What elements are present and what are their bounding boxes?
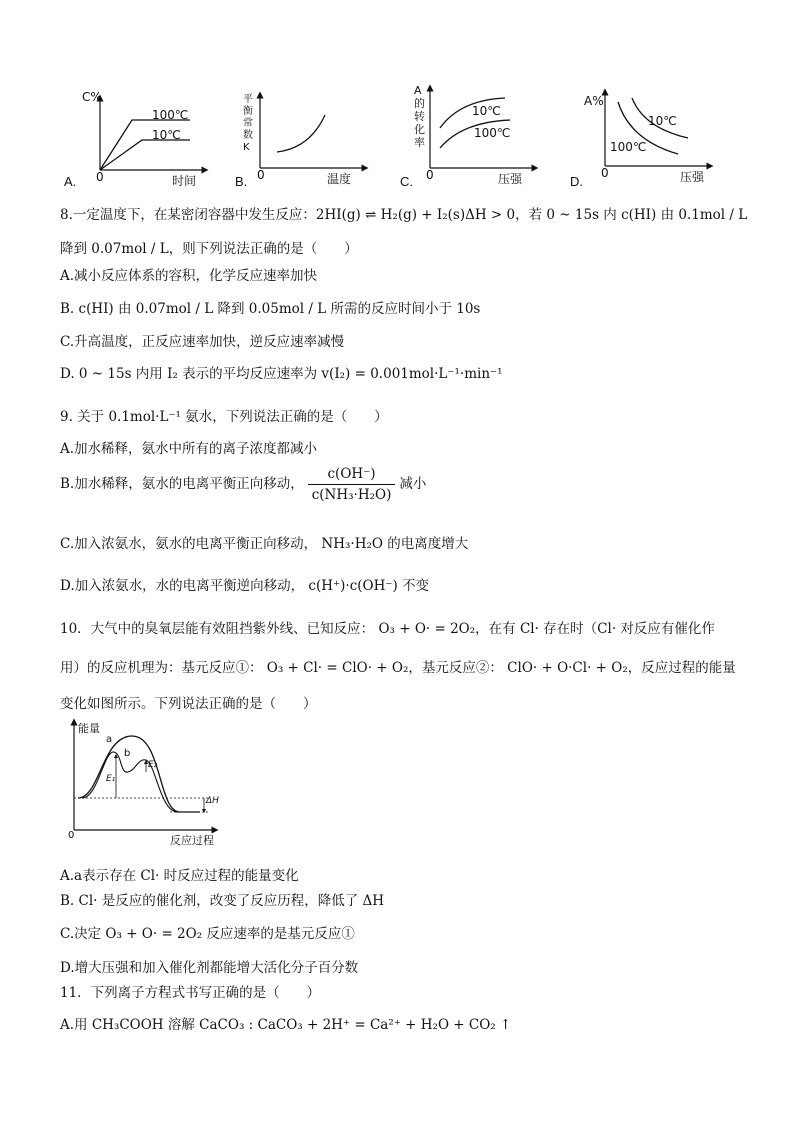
graph-b-letter: B. <box>235 174 248 189</box>
graph-d-xlabel: 压强 <box>680 170 705 184</box>
graph-c <box>400 80 570 190</box>
q8-option-a: A.减小反应体系的容积，化学反应速率加快 <box>60 268 318 284</box>
q8-option-b: B. c(HI) 由 0.07mol / L 降到 0.05mol / L 所需的反应时间小于 10s <box>60 301 481 317</box>
q8-stem-line2: 降到 0.07mol / L，则下列说法正确的是（ ） <box>60 241 358 257</box>
graph-b-ylabel: 平衡常数K <box>243 94 253 153</box>
energy-label-b: b <box>124 748 131 759</box>
curve-b <box>82 752 178 812</box>
graph-a-xlabel: 时间 <box>172 174 197 188</box>
graph-d-label-10c: 10℃ <box>648 114 677 128</box>
graph-d-letter: D. <box>570 174 583 189</box>
graph-c-label-10c: 10℃ <box>472 104 501 118</box>
graph-c-label-100c: 100℃ <box>474 126 511 140</box>
option-graphs-row <box>60 80 760 190</box>
q10-option-c: C.决定 O₃ + O· = 2O₂ 反应速率的是基元反应① <box>60 926 355 942</box>
graph-d <box>570 80 740 190</box>
q8-option-c: C.升高温度，正反应速率加快，逆反应速率减慢 <box>60 334 345 350</box>
graph-d-label-100c: 100℃ <box>610 140 647 154</box>
energy-xlabel: 反应过程 <box>170 834 214 847</box>
energy-label-dh: ΔH <box>206 796 219 806</box>
energy-label-e2: E₂ <box>148 760 158 770</box>
q9-fraction-numerator: c(OH⁻) <box>308 466 396 485</box>
graph-b <box>235 80 405 190</box>
q8-option-d: D. 0 ~ 15s 内用 I₂ 表示的平均反应速率为 v(I₂) = 0.001mol·L⁻¹·min⁻¹ <box>60 366 503 382</box>
graph-a-label-100c: 100℃ <box>152 108 189 122</box>
graph-c-letter: C. <box>400 174 413 189</box>
q9-fraction <box>308 466 396 503</box>
energy-diagram-plot <box>60 718 230 848</box>
energy-diagram <box>60 718 230 848</box>
graph-d-ylabel: A% <box>584 94 604 108</box>
q9-option-b <box>60 466 426 503</box>
graph-a <box>60 80 230 190</box>
q9-option-c: C.加入浓氨水，氨水的电离平衡正向移动， NH₃·H₂O 的电离度增大 <box>60 536 469 552</box>
q9-option-b-post: 减小 <box>399 476 427 492</box>
q10-stem-line1: 10．大气中的臭氧层能有效阻挡紫外线、已知反应： O₃ + O· = 2O₂，在有 Cl· 存在时（Cl· 对反应有催化作 <box>60 621 715 637</box>
graph-b-origin: 0 <box>257 168 265 182</box>
graph-a-label-10c: 10℃ <box>152 128 181 142</box>
graph-a-letter: A. <box>64 174 77 189</box>
q9-option-a: A.加水稀释，氨水中所有的离子浓度都减小 <box>60 441 318 457</box>
q10-option-a: A.a表示存在 Cl· 时反应过程的能量变化 <box>60 868 299 884</box>
graph-c-ylabel: A的转化率 <box>414 84 425 149</box>
graph-c-origin: 0 <box>426 168 434 182</box>
q11-option-a: A.用 CH₃COOH 溶解 CaCO₃ : CaCO₃ + 2H⁺ = Ca²⁺ + H₂O + CO₂ ↑ <box>60 1017 512 1033</box>
energy-label-e1: E₁ <box>106 774 116 784</box>
q10-option-d: D.增大压强和加入催化剂都能增大活化分子百分数 <box>60 960 359 976</box>
energy-label-a: a <box>106 734 113 745</box>
graph-b-xlabel: 温度 <box>327 172 352 186</box>
q10-option-b: B. Cl· 是反应的催化剂，改变了反应历程，降低了 ΔH <box>60 893 385 909</box>
energy-origin: 0 <box>68 830 75 841</box>
curve-k <box>277 115 325 152</box>
graph-d-origin: 0 <box>601 166 609 180</box>
curve-10c <box>100 140 190 170</box>
graph-a-origin: 0 <box>96 170 104 184</box>
q9-option-d: D.加入浓氨水，水的电离平衡逆向移动， c(H⁺)·c(OH⁻) 不变 <box>60 578 430 594</box>
curve-a <box>78 736 200 812</box>
graph-c-xlabel: 压强 <box>498 172 523 186</box>
q9-stem: 9. 关于 0.1mol·L⁻¹ 氨水，下列说法正确的是（ ） <box>60 409 388 425</box>
q9-option-b-pre: B.加水稀释，氨水的电离平衡正向移动， <box>60 476 304 492</box>
graph-a-ylabel: C% <box>82 90 102 104</box>
q10-stem-line2: 用）的反应机理为：基元反应①： O₃ + Cl· = ClO· + O₂，基元反应②： ClO· + O·Cl· + O₂，反应过程的能量 <box>60 660 736 676</box>
q10-stem-line3: 变化如图所示。下列说法正确的是（ ） <box>60 696 317 712</box>
energy-ylabel: 能量 <box>78 722 100 735</box>
q11-stem: 11．下列离子方程式书写正确的是（ ） <box>60 985 321 1001</box>
q9-fraction-denominator: c(NH₃·H₂O) <box>311 487 392 503</box>
q8-stem-line1: 8.一定温度下，在某密闭容器中发生反应：2HI(g) ⇌ H₂(g) + I₂(s)ΔH > 0，若 0 ~ 15s 内 c(HI) 由 0.1mol / L <box>60 207 748 223</box>
